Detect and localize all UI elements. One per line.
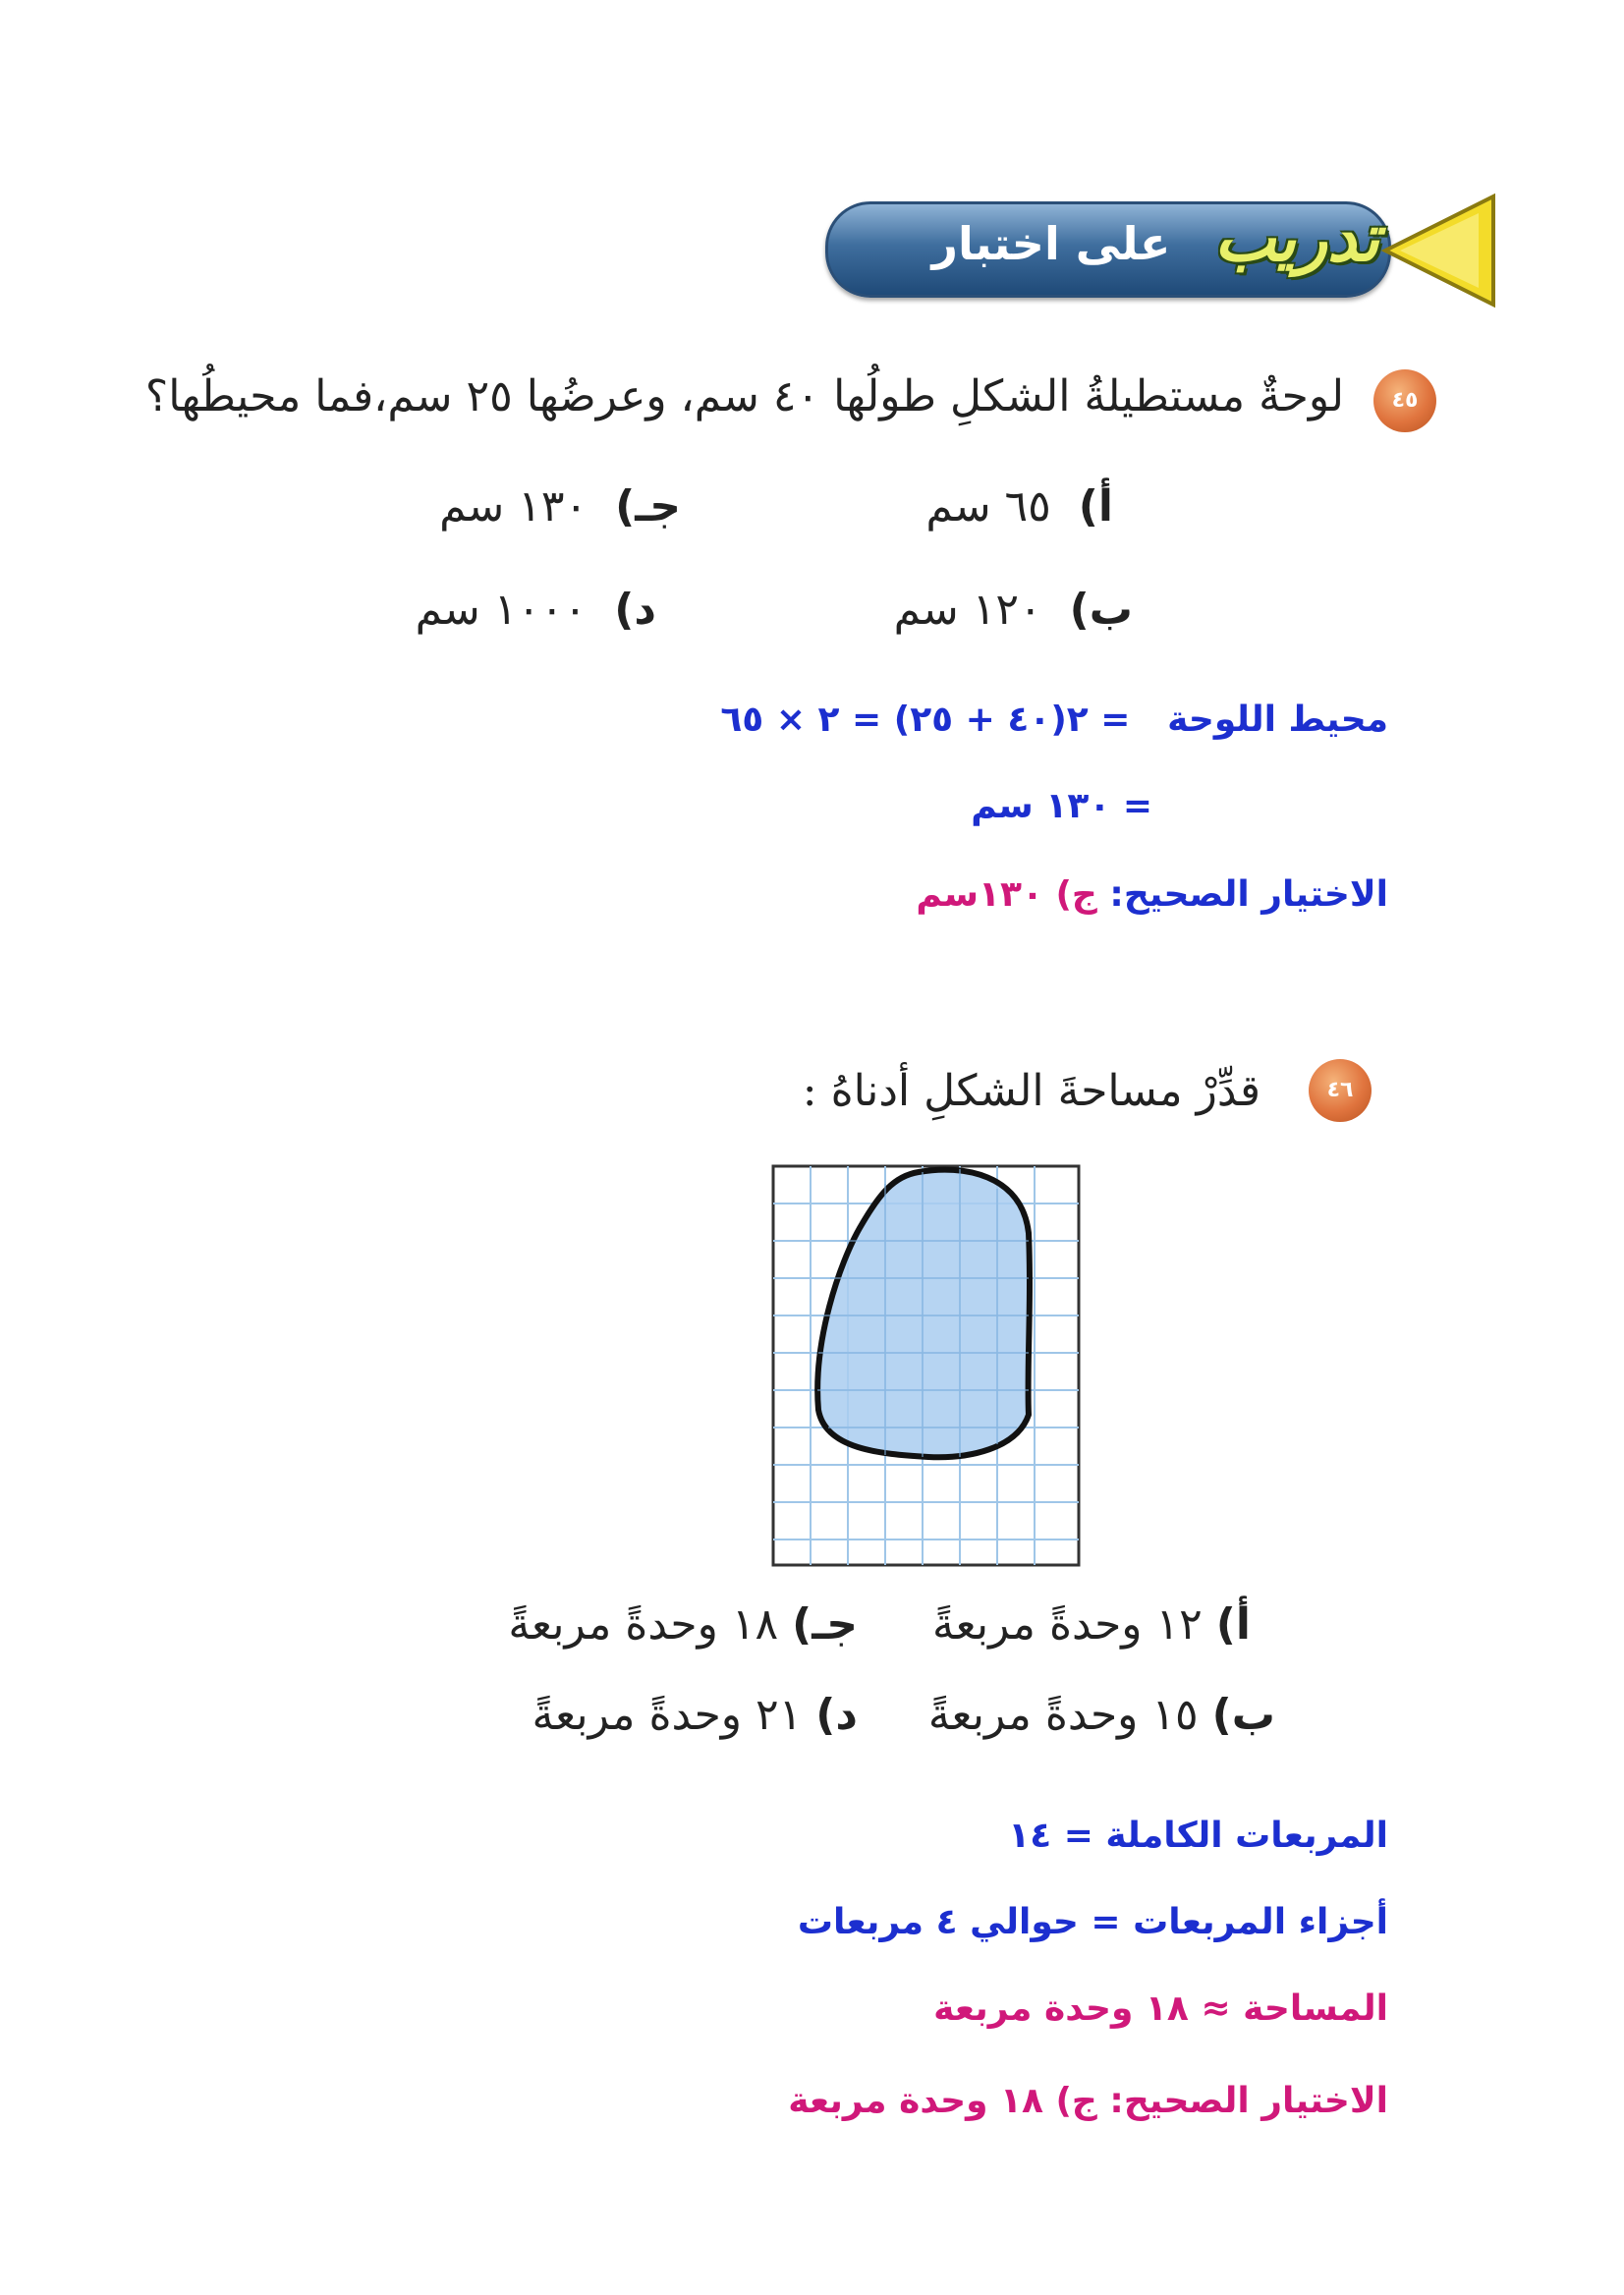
question-45-text: لوحةٌ مستطيلةُ الشكلِ طولُها ٤٠ سم، وعرضُها ٢٥ سم،فما محيطُها؟ xyxy=(144,371,1344,421)
solution-value: ≈ ١٨ وحدة مربعة xyxy=(933,1988,1231,2029)
q46-option-b xyxy=(902,1690,1275,1740)
q46-answer xyxy=(406,2081,1388,2121)
option-text: ٢١ وحدةً مربعةً xyxy=(532,1690,803,1740)
question-46-text: قدِّرْ مساحةَ الشكلِ أدناهُ : xyxy=(802,1066,1260,1116)
solution-value: = ١٤ xyxy=(1008,1816,1093,1856)
option-text: ١٨ وحدةً مربعةً xyxy=(508,1599,779,1650)
q45-option-a xyxy=(818,481,1113,532)
solution-label: المربعات الكاملة xyxy=(1105,1816,1388,1856)
banner-arrow-icon xyxy=(1380,182,1498,319)
option-text: ١٣٠ سم xyxy=(439,481,588,532)
answer-label: الاختيار الصحيح: xyxy=(1109,874,1388,915)
option-label: أ) xyxy=(1078,481,1113,532)
q45-answer xyxy=(406,874,1388,915)
option-text: ٦٥ سم xyxy=(925,481,1051,532)
answer-value: ج) ١٨ وحدة مربعة xyxy=(788,2081,1097,2121)
option-text: ١٥ وحدةً مربعةً xyxy=(927,1690,1199,1740)
option-text: ١٠٠٠ سم xyxy=(415,585,588,635)
q45-solution-line2: = ١٣٠ سم xyxy=(971,786,1152,826)
solution-value: = حوالي ٤ مربعات xyxy=(797,1902,1121,1942)
question-number-45: ٤٥ xyxy=(1373,369,1436,432)
option-label: أ) xyxy=(1215,1599,1251,1650)
q45-option-d xyxy=(342,585,656,635)
option-label: جـ) xyxy=(792,1599,858,1650)
q46-solution-area xyxy=(504,1988,1388,2029)
q46-solution-full-squares xyxy=(504,1816,1388,1856)
option-label: د) xyxy=(614,585,656,635)
option-label: ب) xyxy=(1069,585,1133,635)
q46-option-a xyxy=(897,1599,1251,1650)
solution-label: أجزاء المربعات xyxy=(1133,1902,1388,1942)
solution-label: محيط اللوحة xyxy=(1167,700,1388,740)
banner-subtitle: على اختبار xyxy=(931,217,1171,270)
answer-label: الاختيار الصحيح: xyxy=(1109,2081,1388,2121)
q45-option-b xyxy=(818,585,1133,635)
answer-value: ج) ١٣٠سم xyxy=(916,874,1097,915)
q46-solution-partial-squares xyxy=(504,1902,1388,1942)
option-text: ١٢٠ سم xyxy=(893,585,1042,635)
option-text: ١٢ وحدةً مربعةً xyxy=(932,1599,1203,1650)
question-number-46: ٤٦ xyxy=(1309,1059,1372,1122)
q46-option-c xyxy=(504,1599,858,1650)
option-label: د) xyxy=(815,1690,858,1740)
option-label: ب) xyxy=(1211,1690,1275,1740)
q46-option-d xyxy=(504,1690,858,1740)
banner-title: تدريب xyxy=(1213,199,1380,276)
solution-expression: = ٢(٤٠ + ٢٥) = ٢ × ٦٥ xyxy=(720,700,1131,740)
shape-on-grid-figure xyxy=(771,1164,1081,1567)
section-banner xyxy=(815,172,1503,329)
option-label: جـ) xyxy=(615,481,681,532)
q45-solution-line1 xyxy=(406,700,1388,740)
q45-option-c xyxy=(386,481,681,532)
solution-label: المساحة xyxy=(1243,1988,1388,2029)
